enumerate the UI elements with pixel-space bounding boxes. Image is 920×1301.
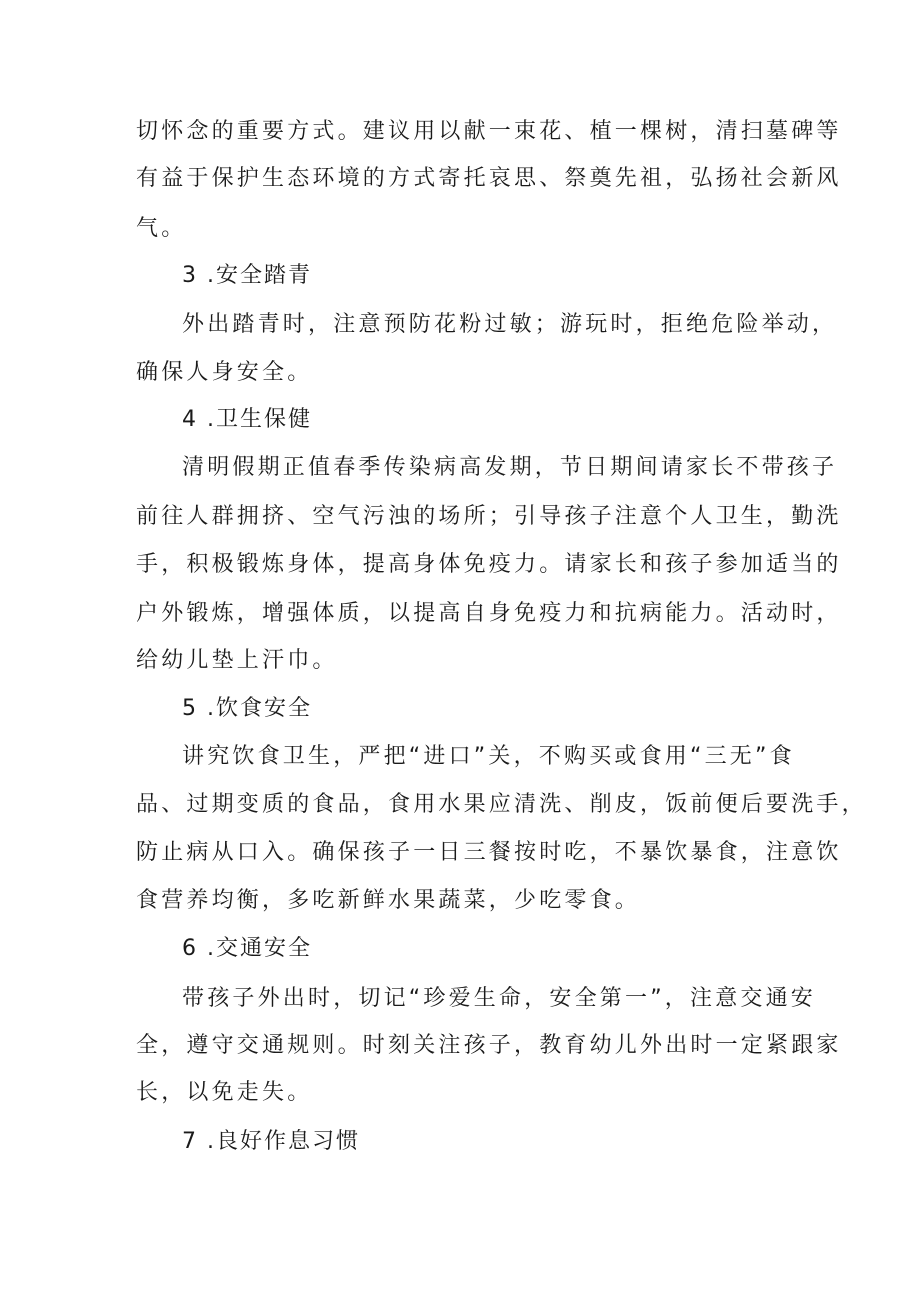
paragraph-line: 食营养均衡，多吃新鲜水果蔬菜，少吃零食。 [136, 888, 641, 913]
section-heading-5: 5 .饮食安全 [182, 696, 312, 721]
paragraph-line: 确保人身安全。 [136, 360, 313, 385]
section-heading-6: 6 .交通安全 [182, 936, 312, 961]
paragraph-line: 全，遵守交通规则。时刻关注孩子，教育幼儿外出时一定紧跟家 [136, 1033, 842, 1058]
paragraph-line: 给幼儿垫上汗巾。 [136, 648, 338, 673]
paragraph-line: 气。 [136, 216, 187, 241]
paragraph-line: 切怀念的重要方式。建议用以献一束花、植一棵树，清扫墓碑等 [136, 119, 842, 144]
paragraph-line: 前往人群拥挤、空气污浊的场所；引导孩子注意个人卫生，勤洗 [136, 504, 842, 529]
section-heading-4: 4 .卫生保健 [182, 407, 312, 432]
paragraph-line: 长，以免走失。 [136, 1080, 313, 1105]
paragraph-line: 带孩子外出时，切记“珍爱生命，安全第一”，注意交通安 [182, 986, 816, 1011]
paragraph-line: 讲究饮食卫生，严把“进口”关，不购买或食用“三无”食 [182, 744, 795, 769]
paragraph-line: 有益于保护生态环境的方式寄托哀思、祭奠先祖，弘扬社会新风 [136, 166, 842, 191]
paragraph-line: 清明假期正值春季传染病高发期，节日期间请家长不带孩子 [182, 455, 838, 480]
paragraph-line: 品、过期变质的食品，食用水果应清洗、削皮，饭前便后要洗手， [136, 792, 867, 817]
paragraph-line: 防止病从口入。确保孩子一日三餐按时吃，不暴饮暴食，注意饮 [136, 840, 842, 865]
section-heading-7: 7 .良好作息习惯 [182, 1129, 360, 1154]
paragraph-line: 户外锻炼，增强体质，以提高自身免疫力和抗病能力。活动时， [136, 601, 842, 626]
paragraph-line: 外出踏青时，注意预防花粉过敏；游玩时，拒绝危险举动， [182, 312, 838, 337]
section-heading-3: 3 .安全踏青 [182, 263, 312, 288]
paragraph-line: 手，积极锻炼身体，提高身体免疫力。请家长和孩子参加适当的 [136, 552, 842, 577]
